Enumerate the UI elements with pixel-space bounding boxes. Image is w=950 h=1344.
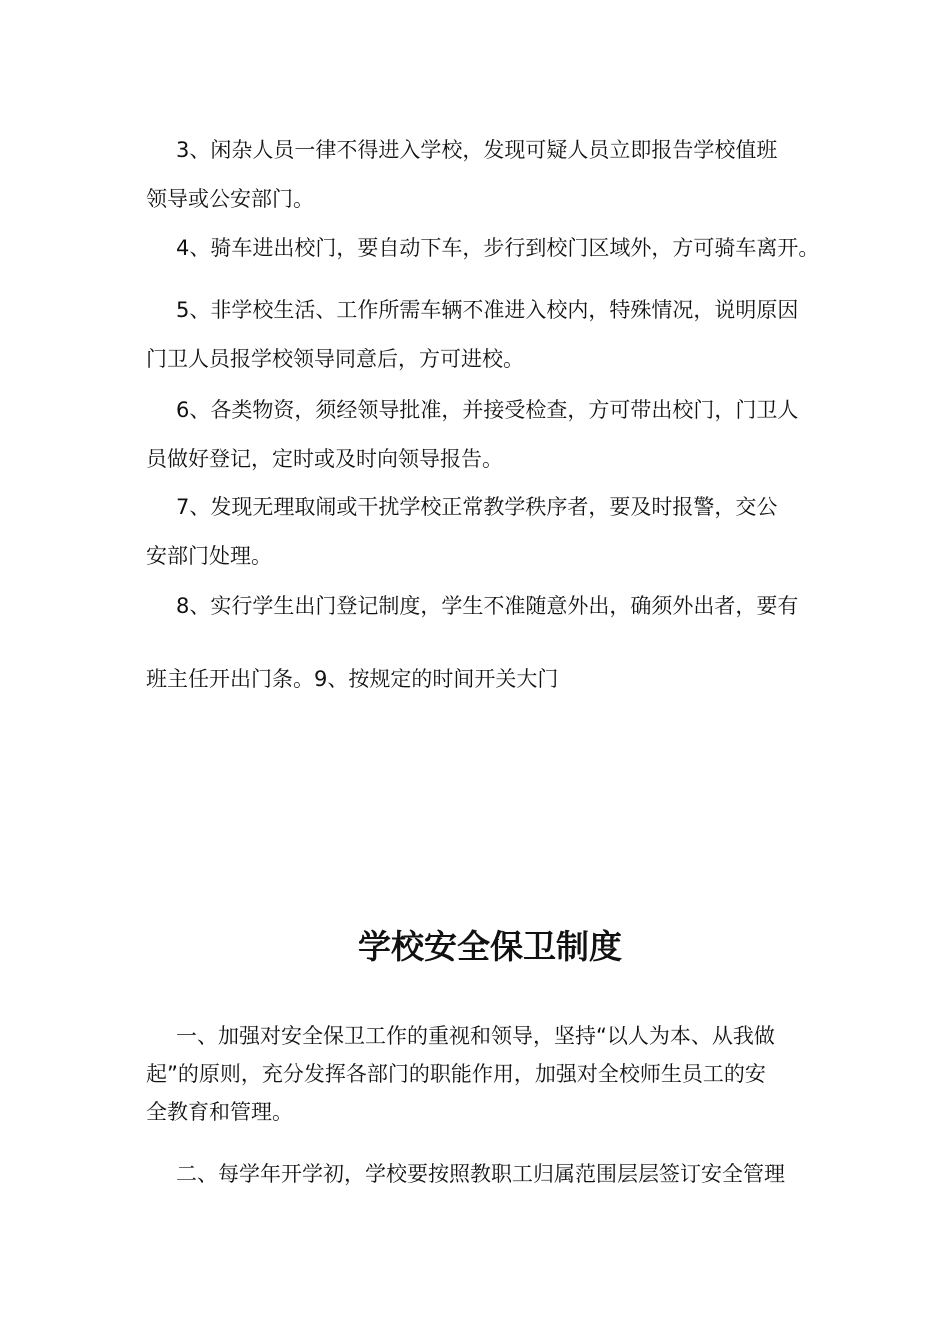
page-title: 学校安全保卫制度 <box>358 927 622 966</box>
section-1-line-1: 一、加强对安全保卫工作的重视和领导，坚持“以人为本、从我做 <box>176 1024 775 1048</box>
section-2-line-1: 二、每学年开学初，学校要按照教职工归属范围层层签订安全管理 <box>176 1162 785 1186</box>
rule-7-line-1: 7、发现无理取闹或干扰学校正常教学秩序者，要及时报警，交公 <box>176 495 778 519</box>
rule-5-line-2: 门卫人员报学校领导同意后，方可进校。 <box>146 347 524 371</box>
rule-8-9-line-2: 班主任开出门条。9、按规定的时间开关大门 <box>146 667 559 691</box>
rule-4-line-1: 4、骑车进出校门，要自动下车，步行到校门区域外，方可骑车离开。 <box>176 236 820 260</box>
rule-5-line-1: 5、非学校生活、工作所需车辆不准进入校内，特殊情况，说明原因 <box>176 298 799 322</box>
rule-6-line-1: 6、各类物资，须经领导批准，并接受检查，方可带出校门，门卫人 <box>176 398 799 422</box>
rule-3-line-2: 领导或公安部门。 <box>146 187 314 211</box>
rule-6-line-2: 员做好登记，定时或及时向领导报告。 <box>146 447 503 471</box>
rule-3-line-1: 3、闲杂人员一律不得进入学校，发现可疑人员立即报告学校值班 <box>176 138 778 162</box>
rule-8-line-1: 8、实行学生出门登记制度，学生不准随意外出，确须外出者，要有 <box>176 594 799 618</box>
rule-7-line-2: 安部门处理。 <box>146 544 272 568</box>
section-1-line-3: 全教育和管理。 <box>146 1100 293 1124</box>
section-1-line-2: 起”的原则，充分发挥各部门的职能作用，加强对全校师生员工的安 <box>146 1062 766 1086</box>
